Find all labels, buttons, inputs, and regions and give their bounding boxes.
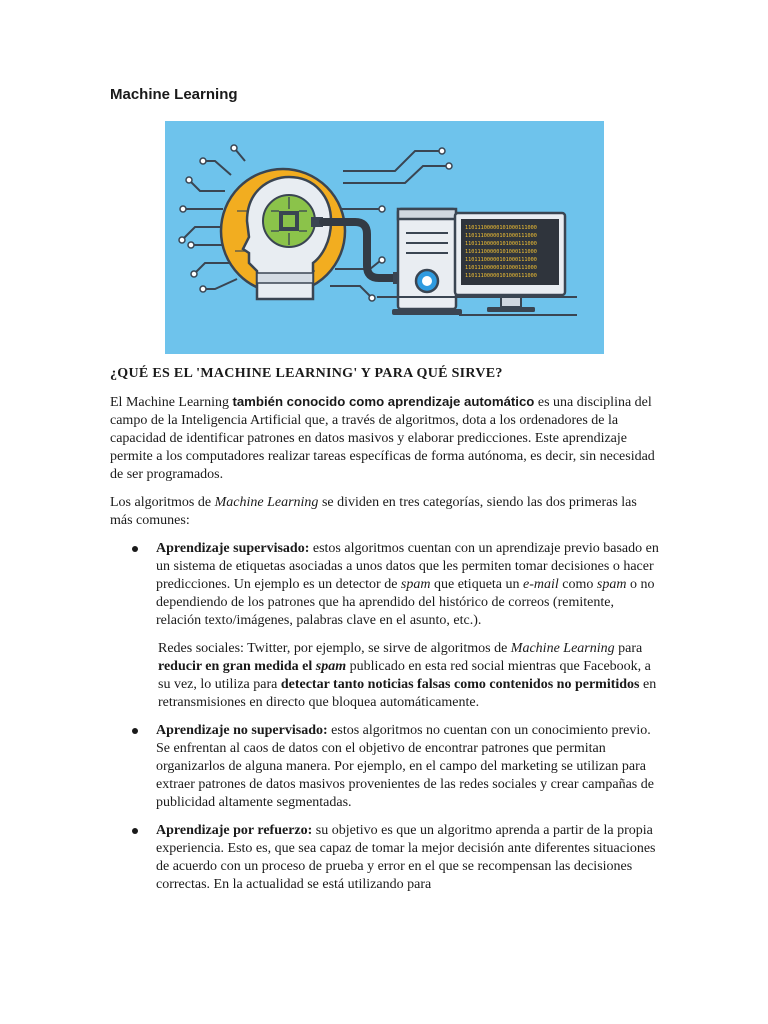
supervised-text: estos algoritmos cuentan con un aprendizaje previo basado en un sistema de etiquetas asociadas a unos datos que les permiten tomar decisiones o hacer predicciones. Un ejemplo es un detector de	[156, 541, 659, 592]
note-emphasis-term: spam	[315, 659, 347, 674]
note-text: Redes sociales: Twitter, por ejemplo, se sirve de algoritmos de	[158, 641, 511, 656]
reinforcement-label: Aprendizaje por refuerzo:	[156, 823, 313, 838]
list-item-supervised	[110, 540, 660, 630]
note-text: en retransmisiones en directo que bloquea automáticamente.	[158, 677, 657, 710]
binary-row: 11011100000101000111000	[465, 241, 537, 247]
section-heading: ¿QUÉ ES EL 'MACHINE LEARNING' Y PARA QUÉ SIRVE?	[110, 366, 503, 381]
supervised-term: e-mail	[523, 577, 559, 592]
list-item-unsupervised	[110, 722, 660, 812]
supervised-term: spam	[596, 577, 627, 592]
computer-tower	[398, 209, 456, 309]
algorithms-pre: Los algoritmos de	[110, 495, 215, 510]
supervised-term: spam	[400, 577, 431, 592]
binary-row: 11011100000101000111000	[465, 225, 537, 231]
learning-types-list	[110, 722, 660, 894]
binary-row: 11011100000101000111000	[465, 257, 537, 263]
algorithms-term: Machine Learning	[214, 495, 319, 510]
supervised-text: o no dependiendo de los patrones que ha aprendido del histórico de correos (remitente, relación texto/imágenes, palabras clave en el asunto, etc.).	[156, 577, 655, 628]
unsupervised-label: Aprendizaje no supervisado:	[156, 723, 328, 738]
unsupervised-text: estos algoritmos no cuentan con un conocimiento previo. Se enfrentan al caos de datos con el objetivo de encontrar patrones que permitan organizarlos de alguna manera. Por ejemplo, en el campo del marketing se utilizan para extraer patrones de datos masivos provenientes de las redes sociales y crear campañas de publicidad altamente segmentadas.	[156, 723, 654, 810]
learning-types-list	[110, 540, 660, 630]
algorithms-paragraph	[110, 494, 660, 530]
note-emphasis: reducir en gran medida el	[158, 659, 316, 674]
article-body	[110, 365, 660, 904]
note-text: publicado en esta red social mientras que Facebook, a su vez, lo utiliza para	[158, 659, 651, 692]
algorithms-post: se dividen en tres categorías, siendo las dos primeras las más comunes:	[110, 495, 637, 528]
machine-learning-illustration	[165, 121, 604, 354]
intro-rest: es una disciplina del campo de la Inteligencia Artificial que, a través de algoritmos, dota a los ordenadores de la capacidad de identificar patrones en datos masivos y elaborar predicciones. Este aprendizaje permite a los computadores realizar tareas específicas de forma autónoma, es decir, sin necesidad de ser programados.	[110, 395, 655, 482]
supervised-label: Aprendizaje supervisado:	[156, 541, 310, 556]
page-title: Machine Learning	[110, 86, 238, 103]
note-text: para	[614, 641, 643, 656]
binary-row: 11011100000101000111000	[465, 265, 537, 271]
binary-row: 11011100000101000111000	[465, 233, 537, 239]
reinforcement-text: su objetivo es que un algoritmo aprenda a partir de la propia experiencia. Esto es, que sea capaz de tomar la mejor decisión ante diferentes situaciones de acuerdo con un proceso de prueba y error en el que se recompensan las decisiones correctas. En la actualidad se está utilizando para	[156, 823, 656, 892]
binary-row: 11011100000101000111000	[465, 273, 537, 279]
supervised-text: como	[558, 577, 597, 592]
intro-highlight: también conocido como aprendizaje automático	[232, 394, 535, 409]
intro-lead: El Machine Learning	[110, 395, 233, 410]
list-item-reinforcement	[110, 822, 660, 894]
supervised-text: que etiqueta un	[430, 577, 524, 592]
intro-paragraph	[110, 393, 660, 484]
note-emphasis: detectar tanto noticias falsas como contenidos no permitidos	[280, 677, 640, 692]
binary-code	[465, 225, 537, 279]
binary-row: 11011100000101000111000	[465, 249, 537, 255]
note-term: Machine Learning	[510, 641, 615, 656]
social-networks-note	[110, 640, 660, 712]
